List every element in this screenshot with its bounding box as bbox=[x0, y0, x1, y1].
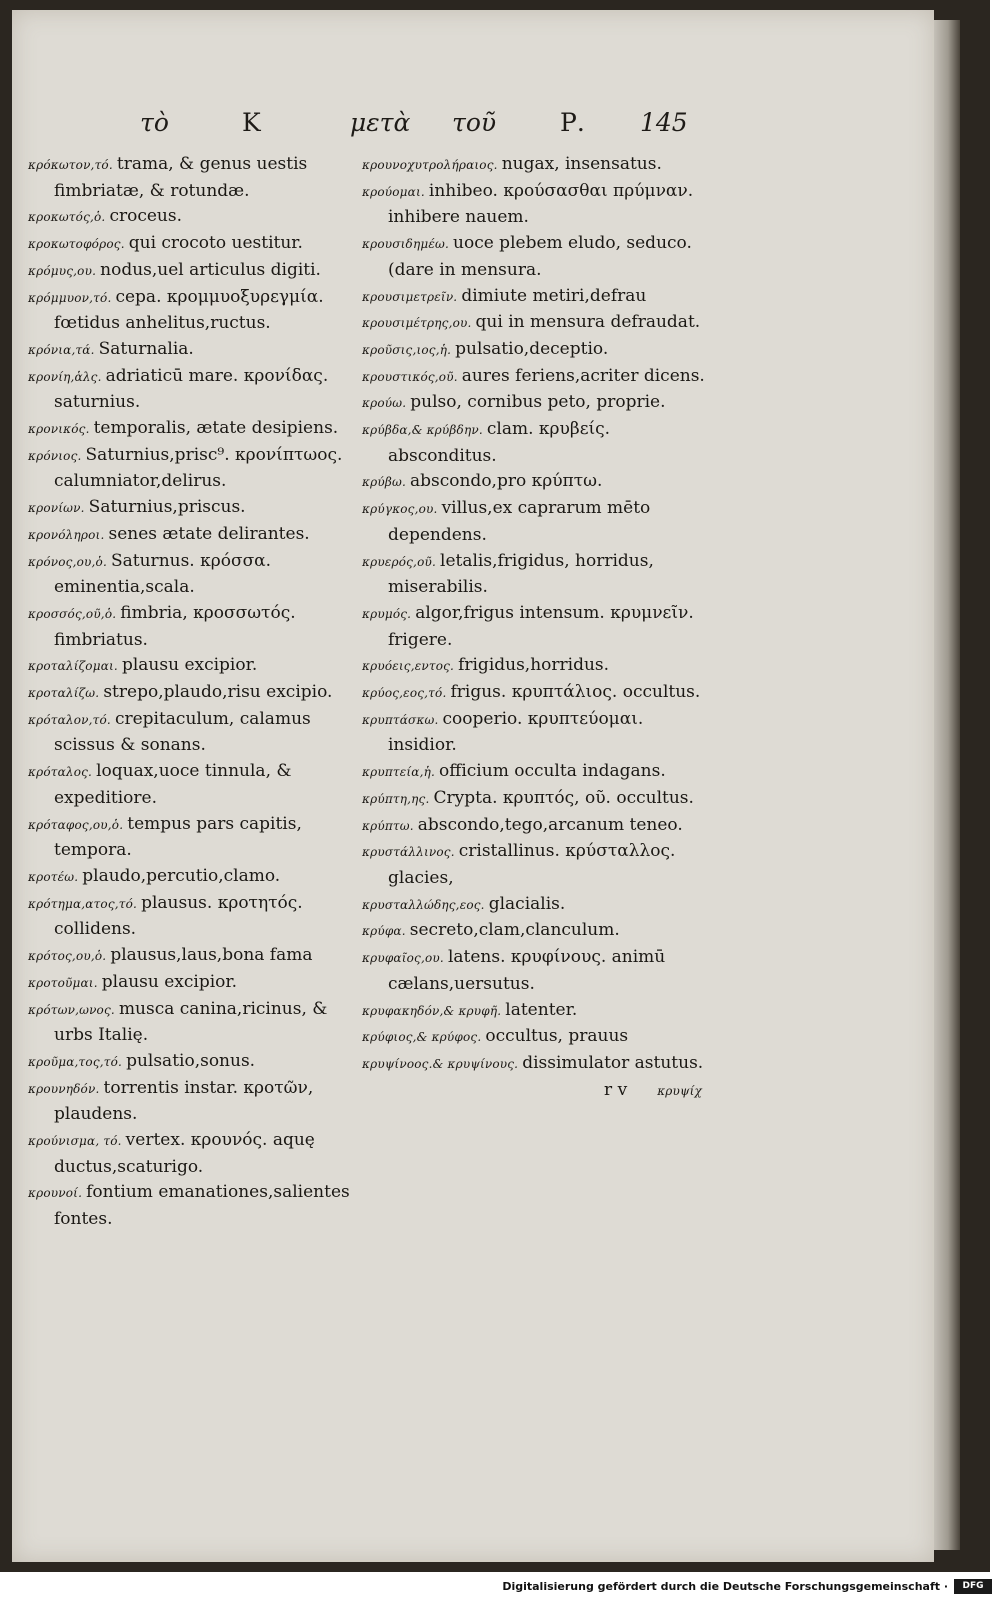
entry-gloss: letalis,frigidus, horridus, miserabilis. bbox=[388, 550, 654, 598]
dictionary-entry bbox=[362, 759, 712, 786]
entry-gloss: qui in mensura defraudat. bbox=[475, 312, 701, 333]
entry-headword: κρότημα,ατος,τό. bbox=[28, 896, 142, 911]
entry-gloss: nugax, insensatus. bbox=[501, 154, 662, 174]
entry-headword: κρούομαι. bbox=[362, 184, 429, 199]
entry-headword: κρουσιμέτρης,ου. bbox=[362, 316, 476, 331]
dictionary-entry bbox=[28, 1180, 366, 1232]
dictionary-entry bbox=[28, 364, 366, 416]
dictionary-entry bbox=[28, 1076, 366, 1128]
dictionary-entry bbox=[362, 231, 712, 283]
entry-gloss: frigus. κρυπτάλιος. occultus. bbox=[450, 682, 701, 703]
dictionary-entry bbox=[362, 417, 712, 469]
dictionary-entry bbox=[362, 813, 712, 840]
entry-gloss: plausu excipior. bbox=[101, 971, 238, 992]
entry-headword: κρυφακηδόν,& κρυφῆ. bbox=[362, 1003, 506, 1018]
running-head-part: μετὰ bbox=[350, 108, 411, 137]
entry-headword: κρύπτη,ης. bbox=[362, 791, 434, 806]
entry-gloss: pulsatio,sonus. bbox=[126, 1050, 256, 1071]
running-head-part: τὸ bbox=[140, 108, 169, 137]
dictionary-entry bbox=[28, 495, 366, 522]
entry-headword: κρονόληροι. bbox=[28, 527, 109, 542]
entry-headword: κροῦσις,ιος,ἡ. bbox=[362, 342, 456, 357]
entry-gloss: loquax,uoce tinnula, & expeditiore. bbox=[54, 761, 292, 808]
entry-headword: κρουστικός,οῦ. bbox=[362, 369, 462, 384]
entry-headword: κρυπτεία,ἡ. bbox=[362, 765, 440, 780]
entry-headword: κρονικός. bbox=[28, 422, 94, 437]
dictionary-entry bbox=[362, 1024, 712, 1051]
entry-gloss: pulso, cornibus peto, proprie. bbox=[410, 392, 666, 413]
entry-headword: κρύος,εος,τό. bbox=[362, 686, 451, 701]
entry-headword: κρόνια,τά. bbox=[28, 342, 99, 357]
dictionary-entry bbox=[28, 943, 366, 970]
dictionary-entry bbox=[362, 152, 712, 179]
entry-headword: κρονίων. bbox=[28, 501, 89, 516]
entry-gloss: cepa. κρομμυοξυρεγμία. fœtidus anhelitus,ructus. bbox=[54, 286, 324, 334]
dictionary-entry bbox=[28, 522, 366, 549]
entry-headword: κρυψίνοος.& κρυψίνους. bbox=[362, 1056, 523, 1071]
entry-gloss: officium occulta indagans. bbox=[439, 761, 666, 782]
running-head-part: Ρ. bbox=[560, 108, 585, 137]
entry-headword: κροτοῦμαι. bbox=[28, 975, 102, 990]
catchword-line bbox=[362, 1078, 712, 1105]
entry-gloss: Saturnius,prisc⁹. κρονίπτωος. calumniator,delirus. bbox=[54, 444, 343, 492]
entry-headword: κρούω. bbox=[362, 396, 411, 411]
entry-gloss: abscondo,tego,arcanum teneo. bbox=[417, 814, 683, 835]
entry-headword: κροκωτός,ὁ. bbox=[28, 210, 110, 225]
entry-gloss: inhibeo. κρούσασθαι πρύμναν. inhibere nauem. bbox=[388, 180, 694, 228]
entry-headword: κρότων,ωνος. bbox=[28, 1002, 119, 1017]
entry-headword: κρύβδα,& κρύβδην. bbox=[362, 423, 487, 438]
dictionary-entry bbox=[362, 1051, 712, 1078]
entry-headword: κρόκωτον,τό. bbox=[28, 158, 117, 172]
entry-headword: κρυπτάσκω. bbox=[362, 712, 443, 727]
entry-headword: κρυερός,οῦ. bbox=[362, 554, 441, 569]
entry-gloss: algor,frigus intensum. κρυμνεῖν. frigere. bbox=[388, 602, 694, 650]
entry-gloss: senes ætate delirantes. bbox=[108, 523, 310, 544]
entry-gloss: fontium emanationes,salientes fontes. bbox=[54, 1182, 350, 1230]
entry-headword: κρυφαῖος,ου. bbox=[362, 951, 448, 966]
dictionary-entry bbox=[362, 892, 712, 919]
dictionary-entry bbox=[362, 918, 712, 945]
entry-headword: κρυόεις,εντος. bbox=[362, 659, 459, 674]
entry-headword: κρόταλος. bbox=[28, 765, 97, 780]
page-number: 145 bbox=[640, 108, 688, 137]
dictionary-entry bbox=[362, 549, 712, 601]
signature-mark: r v bbox=[604, 1079, 628, 1100]
dictionary-entry bbox=[28, 1128, 366, 1180]
dictionary-entry bbox=[28, 707, 366, 759]
entry-gloss: pulsatio,deceptio. bbox=[455, 338, 609, 359]
dictionary-entry bbox=[362, 707, 712, 759]
entry-gloss: temporalis, ætate desipiens. bbox=[93, 418, 339, 439]
dictionary-entry bbox=[28, 970, 366, 997]
entry-gloss: trama, & genus uestis fimbriatæ, & rotundæ. bbox=[54, 154, 308, 201]
dictionary-entry bbox=[28, 549, 366, 601]
entry-headword: κροκωτοφόρος. bbox=[28, 237, 129, 252]
entry-gloss: croceus. bbox=[109, 206, 183, 227]
entry-gloss: torrentis instar. κροτῶν, plaudens. bbox=[54, 1077, 314, 1125]
entry-gloss: adriaticū mare. κρονίδας. saturnius. bbox=[54, 365, 329, 413]
entry-headword: κρουσιδημέω. bbox=[362, 237, 454, 252]
dictionary-entry bbox=[28, 653, 366, 680]
dictionary-entry bbox=[28, 337, 366, 364]
entry-gloss: villus,ex caprarum mēto dependens. bbox=[388, 498, 651, 545]
dictionary-entry bbox=[28, 812, 366, 864]
dictionary-entry bbox=[28, 680, 366, 707]
entry-gloss: qui crocoto uestitur. bbox=[128, 233, 303, 254]
entry-gloss: Saturnus. κρόσσα. eminentia,scala. bbox=[54, 550, 272, 598]
entry-gloss: secreto,clam,clanculum. bbox=[409, 920, 620, 941]
entry-headword: κρόνος,ου,ὁ. bbox=[28, 554, 111, 569]
entry-headword: κρύγκος,ου. bbox=[362, 502, 442, 517]
footer bbox=[0, 1576, 1000, 1599]
entry-headword: κροτέω. bbox=[28, 869, 83, 884]
dictionary-entry bbox=[362, 653, 712, 680]
entry-headword: κρύβω. bbox=[362, 475, 410, 490]
entry-gloss: plausus,laus,bona fama bbox=[110, 945, 313, 966]
dictionary-entry bbox=[362, 390, 712, 417]
entry-headword: κρυμός. bbox=[362, 606, 416, 621]
dictionary-entry bbox=[28, 258, 366, 285]
entry-headword: κρόμμυον,τό. bbox=[28, 290, 116, 305]
dictionary-entry bbox=[28, 864, 366, 891]
entry-headword: κρυσταλλώδης,εος. bbox=[362, 897, 489, 912]
entry-gloss: aures feriens,acriter dicens. bbox=[461, 365, 705, 386]
dictionary-entry bbox=[28, 443, 366, 495]
dictionary-entry bbox=[362, 998, 712, 1025]
dictionary-entry bbox=[362, 786, 712, 813]
entry-gloss: dissimulator astutus. bbox=[522, 1052, 704, 1073]
entry-gloss: plausus. κροτητός. collidens. bbox=[54, 892, 303, 940]
entry-gloss: clam. κρυβείς. absconditus. bbox=[388, 419, 611, 466]
entry-gloss: occultus, prauus bbox=[485, 1026, 629, 1047]
entry-gloss: frigidus,horridus. bbox=[458, 655, 610, 676]
entry-gloss: glacialis. bbox=[488, 893, 566, 914]
entry-gloss: dimiute metiri,defrau bbox=[461, 285, 647, 306]
entry-gloss: latens. κρυφίνους. animū cælans,uersutus. bbox=[388, 947, 666, 994]
dfg-logo: DFG bbox=[954, 1579, 992, 1594]
entry-headword: κρόμυς,ου. bbox=[28, 263, 101, 278]
entry-headword: κροῦμα,τος,τό. bbox=[28, 1054, 127, 1069]
dictionary-entry bbox=[362, 337, 712, 364]
dictionary-entry bbox=[28, 416, 366, 443]
dictionary-entry bbox=[28, 231, 366, 258]
dictionary-entry bbox=[362, 284, 712, 311]
entry-headword: κρόταφος,ου,ὁ. bbox=[28, 817, 128, 832]
entry-gloss: cooperio. κρυπτεύομαι. insidior. bbox=[388, 708, 644, 756]
entry-headword: κρυστάλλινος. bbox=[362, 845, 459, 860]
entry-headword: κρόταλον,τό. bbox=[28, 712, 115, 727]
entry-gloss: Saturnius,priscus. bbox=[88, 497, 246, 518]
dictionary-entry bbox=[28, 891, 366, 943]
entry-headword: κρουνηδόν. bbox=[28, 1081, 104, 1096]
running-head-part: τοῦ bbox=[452, 108, 497, 137]
entry-headword: κροσσός,οῦ,ὁ. bbox=[28, 606, 121, 621]
entry-gloss: Crypta. κρυπτός, οῦ. occultus. bbox=[433, 787, 694, 808]
entry-headword: κρύπτω. bbox=[362, 818, 418, 833]
dictionary-entry bbox=[362, 945, 712, 997]
entry-headword: κρονίη,ἁλς. bbox=[28, 369, 106, 384]
dictionary-entry bbox=[28, 997, 366, 1049]
entry-gloss: latenter. bbox=[505, 999, 578, 1020]
entry-gloss: musca canina,ricinus, & urbs Italię. bbox=[54, 998, 328, 1046]
dictionary-entry bbox=[28, 601, 366, 653]
entry-headword: κρύφιος,& κρύφος. bbox=[362, 1030, 486, 1045]
entry-gloss: strepo,plaudo,risu excipio. bbox=[103, 682, 333, 703]
entry-gloss: Saturnalia. bbox=[98, 338, 194, 359]
entry-gloss: abscondo,pro κρύπτω. bbox=[409, 471, 603, 492]
dictionary-entry bbox=[362, 310, 712, 337]
dictionary-entry bbox=[362, 364, 712, 391]
dictionary-entry bbox=[28, 1049, 366, 1076]
entry-headword: κρουσιμετρεῖν. bbox=[362, 289, 462, 304]
entry-headword: κρύφα. bbox=[362, 924, 410, 939]
entry-gloss: tempus pars capitis, tempora. bbox=[54, 813, 302, 861]
entry-gloss: plausu excipior. bbox=[121, 655, 258, 676]
entry-headword: κρούνισμα, τό. bbox=[28, 1134, 126, 1149]
dictionary-entry bbox=[28, 759, 366, 811]
dictionary-entry bbox=[28, 152, 366, 204]
dictionary-entry bbox=[362, 496, 712, 548]
dictionary-entry bbox=[362, 839, 712, 891]
running-head bbox=[12, 108, 934, 148]
entry-headword: κρουνοχυτρολήραιος. bbox=[362, 158, 502, 172]
entry-gloss: uoce plebem eludo, seduco. (dare in mensura. bbox=[388, 233, 692, 280]
entry-headword: κροταλίζομαι. bbox=[28, 659, 122, 674]
dictionary-entry bbox=[362, 680, 712, 707]
catchword: κρυψίχ bbox=[657, 1083, 702, 1098]
entry-gloss: fimbria, κροσσωτός. fimbriatus. bbox=[54, 602, 296, 650]
entry-headword: κρόνιος. bbox=[28, 448, 86, 463]
left-column bbox=[28, 152, 366, 1233]
entry-gloss: plaudo,percutio,clamo. bbox=[82, 865, 281, 886]
entry-headword: κρότος,ου,ὁ. bbox=[28, 949, 111, 964]
dictionary-entry bbox=[28, 204, 366, 231]
dictionary-entry bbox=[28, 285, 366, 337]
entry-gloss: vertex. κρουνός. aquę ductus,scaturigo. bbox=[54, 1130, 315, 1177]
entry-gloss: cristallinus. κρύσταλλος. glacies, bbox=[388, 841, 676, 888]
dictionary-entry bbox=[362, 179, 712, 231]
footer-credit: Digitalisierung gefördert durch die Deutsche Forschungsgemeinschaft · bbox=[502, 1580, 948, 1593]
entry-headword: κροταλίζω. bbox=[28, 686, 104, 701]
running-head-part: Κ bbox=[242, 108, 261, 137]
right-column bbox=[362, 152, 712, 1104]
book-page bbox=[12, 10, 934, 1562]
entry-headword: κρουνοί. bbox=[28, 1186, 87, 1201]
dictionary-entry bbox=[362, 469, 712, 496]
page-edge bbox=[930, 20, 960, 1550]
entry-gloss: crepitaculum, calamus scissus & sonans. bbox=[54, 708, 311, 756]
dictionary-entry bbox=[362, 601, 712, 653]
entry-gloss: nodus,uel articulus digiti. bbox=[100, 259, 321, 280]
